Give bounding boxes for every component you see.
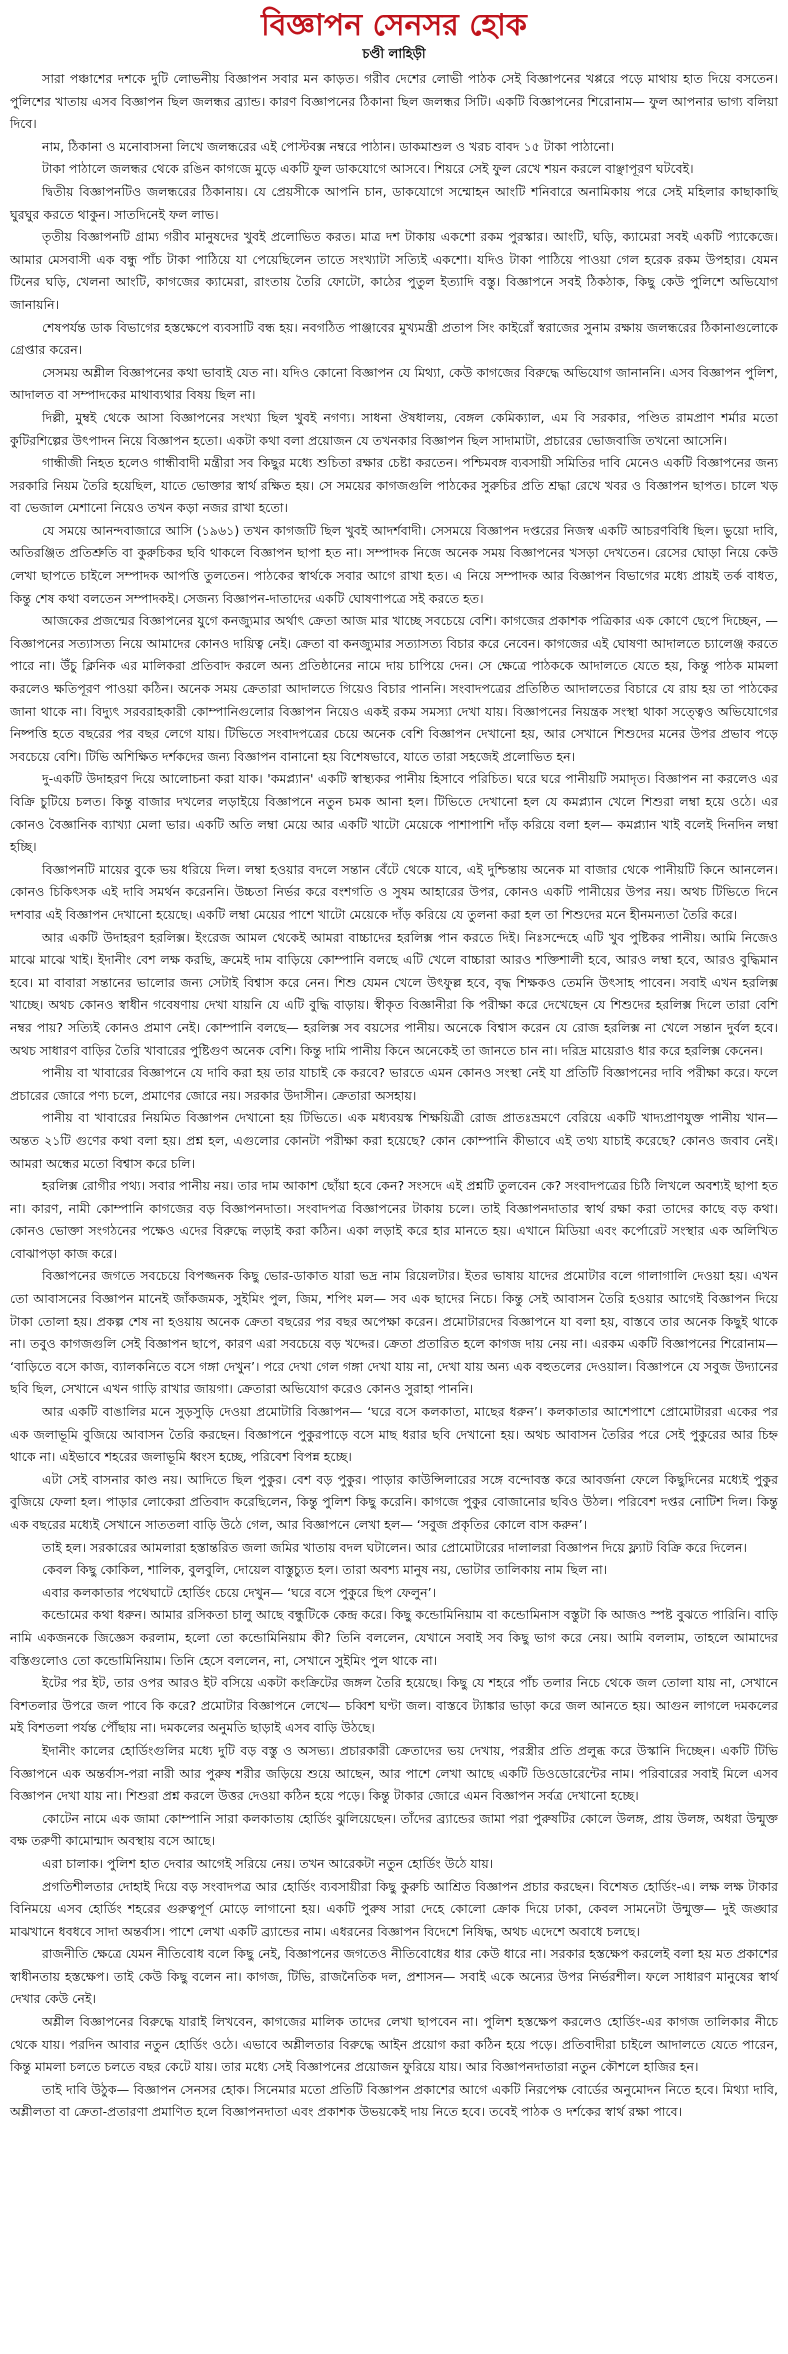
article-paragraph: রাজনীতি ক্ষেত্রে যেমন নীতিবোধ বলে কিছু নেই, বিজ্ঞাপনের জগতেও নীতিবোধের ধার কেউ ধারে না। সরকার হস্তক্ষেপ করলেই বলা হয় মত প্রকাশের স্বাধীনতায় হস্তক্ষেপ। তাই কেউ কিছু বলেন না। কাগজ, টিভি, রাজনৈতিক দল, প্রশাসন— সবাই একে অন্যের উপর নির্ভরশীল। ফলে সাধারণ মানুষের স্বার্থ দেখার কেউ নেই। (10, 1946, 778, 2007)
article-paragraph: আর একটি বাঙালির মনে সুড়সুড়ি দেওয়া প্রমোটারি বিজ্ঞাপন— ‘ঘরে বসে কলকাতা, মাছের ধরুন’। কলকাতার আশেপাশে প্রোমোটাররা একের পর এক জলাভূমি বুজিয়ে আবাসন তৈরি করছেন। বিজ্ঞাপনে পুকুরপাড়ে বসে মাছ ধরার ছবি দেখানো হয়। অথচ আবাসন তৈরির পরে সেই পুকুরের আর চিহ্ন থাকে না। এইভাবে শহরের জলাভূমি ধ্বংস হচ্ছে, পরিবেশ বিপন্ন হচ্ছে। (10, 1404, 778, 1465)
article-paragraph: শেষপর্যন্ত ডাক বিভাগের হস্তক্ষেপে ব্যবসাটি বন্ধ হয়। নবগঠিত পাঞ্জাবের মুখ্যমন্ত্রী প্রতাপ সিং কাইরোঁ স্বরাজের সুনাম রক্ষায় জলন্ধরের ঠিকানাগুলোকে গ্রেপ্তার করেন। (10, 319, 778, 358)
article-paragraph: ইদানীং কালের হোর্ডিংগুলির মধ্যে দুটি বড় বস্তু ও অসভ্য। প্রচারকারী ক্রেতাদের ভয় দেখায়, পরস্ত্রীর প্রতি প্রলুব্ধ করে উস্কানি দিচ্ছেন। একটি টিভি বিজ্ঞাপনে এক অন্তর্বাস-পরা নারী আর পুরুষ শরীর জড়িয়ে শুয়ে আছেন, আর পাশে লেখা আছে একটি ডিওডোরেন্টের নাম। পরিবারের সবাই মিলে এসব বিজ্ঞাপন দেখা যায় না। শিশুরা প্রশ্ন করলে উত্তর দেওয়া কঠিন হয়ে পড়ে। কিন্তু টাকার জোরে এমন বিজ্ঞাপন সর্বত্র দেখানো হচ্ছে। (10, 1742, 778, 1804)
article-paragraph: দিল্লী, মুম্বই থেকে আসা বিজ্ঞাপনের সংখ্যা ছিল খুবই নগণ্য। সাধনা ঔষধালয়, বেঙ্গল কেমিক্যাল, এম বি সরকার, পণ্ডিত রামপ্রাণ শর্মার মতো কুটিরশিল্পের উৎপাদন নিয়ে বিজ্ঞাপন হতো। একটা কথা বলা প্রয়োজন যে তখনকার বিজ্ঞাপন ছিল সাদামাটা, প্রচারের ভোজবাজি তখনো আসেনি। (10, 409, 778, 448)
article-paragraph: অশ্লীল বিজ্ঞাপনের বিরুদ্ধে যারাই লিখবেন, কাগজের মালিক তাদের লেখা ছাপবেন না। পুলিশ হস্তক্ষেপ করলেও হোর্ডিং-এর কাগজ তালিকার নীচে থেকে যায়। পরদিন আবার নতুন হোর্ডিং ওঠে। এভাবে অশ্লীলতার বিরুদ্ধে আইন প্রয়োগ করা কঠিন হয়ে পড়ে। প্রতিবাদীরা চাইলে আদালতে যেতে পারেন, কিন্তু মামলা চলতে চলতে বছর কেটে যায়। তার মধ্যে সেই বিজ্ঞাপনের প্রয়োজন ফুরিয়ে যায়। আর বিজ্ঞাপনদাতারা নতুন কৌশলে হাজির হন। (10, 2014, 778, 2075)
article-paragraph: সেসময় অশ্লীল বিজ্ঞাপনের কথা ভাবাই যেত না। যদিও কোনো বিজ্ঞাপন যে মিথ্যা, কেউ কাগজের বিরুদ্ধে অভিযোগ জানাননি। এসব বিজ্ঞাপন পুলিশ, আদালত বা সম্পাদকের মাথাব্যথার বিষয় ছিল না। (10, 364, 778, 403)
article-paragraph: টাকা পাঠালে জলন্ধর থেকে রঙিন কাগজে মুড়ে একটি ফুল ডাকযোগে আসবে। শিয়রে সেই ফুল রেখে শয়ন করলে বাঞ্ছাপূরণ ঘটবেই। (42, 161, 694, 177)
article-paragraph: প্রগতিশীলতার দোহাই দিয়ে বড় সংবাদপত্র আর হোর্ডিং ব্যবসায়ীরা কিছু কুরুচি আশ্রিত বিজ্ঞাপন প্রচার করছেন। বিশেষত হোর্ডিং-এ। লক্ষ লক্ষ টাকার বিনিময়ে এসব হোর্ডিং শহরের গুরুত্বপূর্ণ মোড়ে লাগানো হয়। একটি পুরুষ সারা দেহে কোলো ক্রোক দিয়ে ঢাকা, কেবল সামনেটা উন্মুক্ত— দুই জঙ্ঘার মাঝখানে ধবধবে সাদা অন্তর্বাস। পাশে লেখা একটি ব্র্যান্ডের নাম। এধরনের বিজ্ঞাপন বিদেশে নিষিদ্ধ, অথচ এদেশে অবাধে চলছে। (10, 1878, 778, 1939)
article-paragraph: এটা সেই বাসনার কাণ্ড নয়। আদিতে ছিল পুকুর। বেশ বড় পুকুর। পাড়ার কাউন্সিলারের সঙ্গে বন্দোবস্ত করে আবর্জনা ফেলে কিছুদিনের মধ্যেই পুকুর বুজিয়ে ফেলা হল। পাড়ার লোকেরা প্রতিবাদ করেছিলেন, কিন্তু পুলিশ কিছু করেনি। কাগজে পুকুর বোজানোর ছবিও উঠল। পরিবেশ দপ্তর নোটিশ দিল। কিন্তু এক বছরের মধ্যেই সেখানে সাততলা বাড়ি উঠে গেল, আর বিজ্ঞাপনে লেখা হল— ‘সবুজ প্রকৃতির কোলে বাস করুন’। (10, 1471, 778, 1532)
article-paragraph: দ্বিতীয় বিজ্ঞাপনটিও জলন্ধরের ঠিকানায়। যে প্রেয়সীকে আপনি চান, ডাকযোগে সম্মোহন আংটি শনিবারে অনামিকায় পরে সেই মহিলার কাছাকাছি ঘুরঘুর করতে থাকুন। সাতদিনেই ফল লাভ। (10, 183, 778, 222)
article-title: বিজ্ঞাপন সেনসর হোক (261, 8, 527, 43)
article-paragraph: নাম, ঠিকানা ও মনোবাসনা লিখে জলন্ধরের এই পোস্টবক্স নম্বরে পাঠান। ডাকমাশুল ও খরচ বাবদ ১৫ টাকা পাঠানো। (42, 138, 615, 154)
article-paragraph: আজকের প্রজন্মের বিজ্ঞাপনের যুগে কনজ্যুমার অর্থাৎ ক্রেতা আজ মার খাচ্ছে সবচেয়ে বেশি। কাগজের প্রকাশক পত্রিকার এক কোণে ছেপে দিচ্ছেন, — বিজ্ঞাপনের সত্যাসত্য নিয়ে আমাদের কোনও দায়িত্ব নেই। ক্রেতা বা কনজ্যুমার সত্যাসত্য বিচার করে নেবেন। কাগজের এই ঘোষণা আদালতে চ্যালেঞ্জ করতে পারে না। উঁচু ক্লিনিক এর মালিকরা প্রতিবাদ করলে অন্য প্রতিষ্ঠানের নামে দায় চাপিয়ে দেন। সে ক্ষেত্রে পাঠককে আদালতে যেতে হয়, কিন্তু পাঠক মামলা করলেও ক্ষতিপূরণ পাওয়া কঠিন। অনেক সময় ক্রেতারা আদালতে গিয়েও বিচার পাননি। সংবাদপত্রের প্রতিষ্ঠিত আদালতের বিচারে যে রায় হয় তা পাঠকের জানা থাকে না। বিদ্যুৎ সরবরাহকারী কোম্পানিগুলোর বিজ্ঞাপন নিয়েও একই রকম সমস্যা দেখা যায়। বিজ্ঞাপনের নিয়ন্ত্রক সংস্থা থাকা সত্ত্বেও অভিযোগের নিষ্পত্তি হতে বছরের পর বছর লেগে যায়। টিভিতে সংবাদপত্রের চেয়ে অনেক বেশি বিজ্ঞাপন দেখানো হয়, আর সেখানে শিশুদের মনের উপর প্রভাব পড়ে সবচেয়ে বেশি। টিভি অশিক্ষিত দর্শকদের জন্য বিজ্ঞাপন বানানো হয় বিশেষভাবে, যাতে তারা সহজেই প্রলোভিত হন। (10, 613, 778, 764)
article-paragraph: কোটেন নামে এক জামা কোম্পানি সারা কলকাতায় হোর্ডিং ঝুলিয়েছেন। তাঁদের ব্র্যান্ডের জামা পরা পুরুষটির কোলে উলঙ্গ, প্রায় উলঙ্গ, অধরা উন্মুক্ত বক্ষ তরুণী কামোন্মাদ অবস্থায় বসে আছে। (10, 1810, 778, 1849)
article-body (10, 68, 778, 2124)
article-paragraph: বিজ্ঞাপনটি মায়ের বুকে ভয় ধরিয়ে দিল। লম্বা হওয়ার বদলে সন্তান বেঁটে থেকে যাবে, এই দুশ্চিন্তায় অনেক মা বাজার থেকে পানীয়টি কিনে আনলেন। কোনও চিকিৎসক এই দাবি সমর্থন করেননি। উচ্চতা নির্ভর করে বংশগতি ও সুষম আহারের উপর, কোনও একটি পানীয়ের উপর নয়। অথচ টিভিতে দিনে দশবার এই বিজ্ঞাপন দেখানো হয়েছে। একটি লম্বা মেয়ের পাশে খাটো মেয়েকে দাঁড় করিয়ে যে তুলনা করা হল তা শিশুদের মনে হীনমন্যতা তৈরি করে। (10, 861, 778, 922)
article-paragraph: পানীয় বা খাবারের নিয়মিত বিজ্ঞাপন দেখানো হয় টিভিতে। এক মধ্যবয়স্ক শিক্ষয়িত্রী রোজ প্রাতঃভ্রমণে বেরিয়ে একটি খাদ্যপ্রাণযুক্ত পানীয় খান— অন্তত ২১টি গুণের কথা বলা হয়। প্রশ্ন হল, এগুলোর কোনটা পরীক্ষা করা হয়েছে? কোন কোম্পানি কীভাবে এই তথ্য যাচাই করেছে? কোনও জবাব নেই। আমরা অন্ধের মতো বিশ্বাস করে চলি। (10, 1110, 778, 1171)
article-paragraph: তাই হল। সরকারের আমলারা হস্তান্তরিত জলা জমির খাতায় বদল ঘটালেন। আর প্রোমোটারের দালালরা বিজ্ঞাপন দিয়ে ফ্ল্যাট বিক্রি করে দিলেন। (42, 1539, 747, 1555)
article-paragraph: বিজ্ঞাপনের জগতে সবচেয়ে বিপজ্জনক কিছু ভোর-ডাকাত যারা ভদ্র নাম রিয়েলটার। ইতর ভাষায় যাদের প্রমোটার বলে গালাগালি দেওয়া হয়। এখন তো আবাসনের বিজ্ঞাপন মানেই জাঁকজমক, সুইমিং পুল, জিম, শপিং মল— সব এক ছাদের নিচে। কিন্তু সেই আবাসন তৈরি হওয়ার আগেই বিজ্ঞাপন দিয়ে টাকা তোলা হয়। প্রকল্প শেষ না হওয়ায় অনেক ক্রেতা বছরের পর বছর অপেক্ষা করেন। প্রমোটারদের বিজ্ঞাপনে যা বলা হয়, বাস্তবে তার অনেক কিছুই থাকে না। তবুও কাগজগুলি সেই বিজ্ঞাপন ছাপে, কারণ এরা সবচেয়ে বড় খদ্দের। ক্রেতা প্রতারিত হলে কাগজ দায় নেয় না। এরকম একটি বিজ্ঞাপনের শিরোনাম— ‘বাড়িতে বসে কাজ, ব্যালকনিতে বসে গঙ্গা দেখুন’। পরে দেখা গেল গঙ্গা দেখা যায় না, দেখা যায় অন্য এক বহুতলের দেওয়াল। বিজ্ঞাপনে যে সবুজ উদ্যানের ছবি ছিল, সেখানে এখন গাড়ি রাখার জায়গা। ক্রেতারা অভিযোগ করেও কোনও সুরাহা পাননি। (10, 1268, 778, 1397)
article-paragraph: ইটের পর ইট, তার ওপর আরও ইট বসিয়ে একটা কংক্রিটের জঙ্গল তৈরি হয়েছে। কিছু যে শহরে পাঁচ তলার নিচে থেকে জল তোলা যায় না, সেখানে বিশতলার উপরে জল পাবে কি করে? প্রমোটার বিজ্ঞাপনে লেখে— চব্বিশ ঘণ্টা জল। বাস্তবে ট্যাঙ্কার ভাড়া করে জল আনতে হয়। আগুন লাগলে দমকলের মই বিশতলা পর্যন্ত পৌঁছায় না। দমকলের অনুমতি ছাড়াই এসব বাড়ি উঠছে। (10, 1675, 778, 1736)
article-paragraph: কন্ডোমের কথা ধরুন। আমার রসিকতা চালু আছে বন্ধুটিকে কেন্দ্র করে। কিছু কন্ডোমিনিয়াম বা কন্ডোমিনাস বস্তুটা কি আজও স্পষ্ট বুঝতে পারিনি। বাড়ি নামি একজনকে জিজ্ঞেস করলাম, হলো তো কন্ডোমিনিয়াম কী? তিনি বললেন, যেখানে সবাই সব কিছু ভাগ করে নেয়। আমি বললাম, তাহলে আমাদের বস্তিগুলোও তো কন্ডোমিনিয়াম। তিনি হেসে বললেন, না, সেখানে সুইমিং পুল থাকে না। (10, 1607, 778, 1668)
author-byline: চণ্ডী লাহিড়ী (362, 47, 426, 62)
article-paragraph: তাই দাবি উঠুক— বিজ্ঞাপন সেনসর হোক। সিনেমার মতো প্রতিটি বিজ্ঞাপন প্রকাশের আগে একটি নিরপেক্ষ বোর্ডের অনুমোদন নিতে হবে। মিথ্যা দাবি, অশ্লীলতা বা ক্রেতা-প্রতারণা প্রমাণিত হলে বিজ্ঞাপনদাতা এবং প্রকাশক উভয়কেই দায় নিতে হবে। তবেই পাঠক ও দর্শকের স্বার্থ রক্ষা পাবে। (10, 2081, 778, 2120)
article-paragraph: পানীয় বা খাবারের বিজ্ঞাপনে যে দাবি করা হয় তার যাচাই কে করবে? ভারতে এমন কোনও সংস্থা নেই যা প্রতিটি বিজ্ঞাপনের দাবি পরীক্ষা করে। ফলে প্রচারের জোরে পণ্য চলে, প্রমাণের জোরে নয়। সরকার উদাসীন। ক্রেতারা অসহায়। (10, 1065, 778, 1103)
article-paragraph: এবার কলকাতার পথেঘাটে হোর্ডিং চেয়ে দেখুন— ‘ঘরে বসে পুকুরে ছিপ ফেলুন’। (42, 1584, 437, 1600)
article-paragraph: তৃতীয় বিজ্ঞাপনটি গ্রাম্য গরীব মানুষদের খুবই প্রলোভিত করত। মাত্র দশ টাকায় একশো রকম পুরস্কার। আংটি, ঘড়ি, ক্যামেরা সবই একটি প্যাকেজে। আমার মেসবাসী এক বন্ধু পাঁচ টাকা পাঠিয়ে যা পেয়েছিলেন তাতে সংখ্যাটা সত্যিই একশো। যদিও টাকা পাঠিয়ে পাওয়া গেল হরেক রকম উপহার। যেমন টিনের ঘড়ি, খেলনা আংটি, কাগজের ক্যামেরা, রাংতায় তৈরি ফোটো, কাঠের পুতুল ইত্যাদি বস্তু। বিজ্ঞাপনে সবই ঠিকঠাক, কিছু কেউ পুলিশে অভিযোগ জানায়নি। (10, 229, 778, 312)
article-paragraph: গান্ধীজী নিহত হলেও গান্ধীবাদী মন্ত্রীরা সব কিছুর মধ্যে শুচিতা রক্ষার চেষ্টা করতেন। পশ্চিমবঙ্গ ব্যবসায়ী সমিতির দাবি মেনেও একটি বিজ্ঞাপনের জন্য সরকারি নিয়ম তৈরি হয়েছিল, যাতে ভোক্তার স্বার্থ রক্ষিত হয়। সে সময়ের কাগজগুলি পাঠকের সুরুচির প্রতি শ্রদ্ধা রেখে খবর ও বিজ্ঞাপন ছাপত। চালে খড় বা ভেজাল মেশানো নিয়েও তখন কড়া নজর রাখা হতো। (10, 455, 778, 516)
article-paragraph: যে সময়ে আনন্দবাজারে আসি (১৯৬১) তখন কাগজটি ছিল খুবই আদর্শবাদী। সেসময়ে বিজ্ঞাপন দপ্তরের নিজস্ব একটি আচরণবিধি ছিল। ভুয়ো দাবি, অতিরঞ্জিত প্রতিশ্রুতি বা কুরুচিকর ছবি থাকলে বিজ্ঞাপন ছাপা হত না। সম্পাদক নিজে অনেক সময় বিজ্ঞাপনের খসড়া দেখতেন। রেসের ঘোড়া নিয়ে কেউ লেখা ছাপতে চাইলে সম্পাদক আপত্তি তুলতেন। পাঠকের স্বার্থকে সবার আগে রাখা হত। এ নিয়ে সম্পাদক আর বিজ্ঞাপন বিভাগের মধ্যে প্রায়ই তর্ক বাধত, কিন্তু শেষ কথা বলতেন সম্পাদকই। সেজন্য বিজ্ঞাপন-দাতাদের একটি ঘোষণাপত্রে সই করতে হত। (10, 522, 778, 606)
article-paragraph: কেবল কিছু কোকিল, শালিক, বুলবুলি, দোয়েল বাস্তুচ্যুত হল। তারা অবশ্য মানুষ নয়, ভোটার তালিকায় নাম ছিল না। (42, 1562, 608, 1578)
article-paragraph: এরা চালাক। পুলিশ হাত দেবার আগেই সরিয়ে নেয়। তখন আরেকটা নতুন হোর্ডিং উঠে যায়। (42, 1855, 494, 1871)
article-paragraph: সারা পঞ্চাশের দশকে দুটি লোভনীয় বিজ্ঞাপন সবার মন কাড়ত। গরীব দেশের লোভী পাঠক সেই বিজ্ঞাপনের খপ্পরে পড়ে মাথায় হাত দিয়ে বসতেন। পুলিশের খাতায় এসব বিজ্ঞাপন ছিল জলন্ধর ব্র্যান্ড। কারণ বিজ্ঞাপনের ঠিকানা ছিল জলন্ধর সিটি। একটি বিজ্ঞাপনের শিরোনাম— ফুল আপনার ভাগ্য বলিয়া দিবে। (10, 71, 778, 132)
article-paragraph: হরলিক্স রোগীর পথ্য। সবার পানীয় নয়। তার দাম আকাশ ছোঁয়া হবে কেন? সংসদে এই প্রশ্নটি তুলবেন কে? সংবাদপত্রের চিঠি লিখলে অবশ্যই ছাপা হত না। কারণ, নামী কোম্পানি কাগজের বড় বিজ্ঞাপনদাতা। সংবাদপত্র বিজ্ঞাপনের টাকায় চলে। তাই বিজ্ঞাপনদাতার স্বার্থ রক্ষা করা তাদের কাছে বড় কথা। কোনও ভোক্তা সংগঠনের পক্ষেও এদের বিরুদ্ধে লড়াই করা কঠিন। একা লড়াই করে হার মানতে হয়। এখানে মিডিয়া এবং কর্পোরেট সংস্থার এক অলিখিত বোঝাপড়া কাজ করে। (10, 1178, 778, 1261)
article-paragraph: দু-একটি উদাহরণ দিয়ে আলোচনা করা যাক। 'কমপ্ল্যান' একটি স্বাস্থ্যকর পানীয় হিসাবে পরিচিত। ঘরে ঘরে পানীয়টি সমাদৃত। বিজ্ঞাপন না করলেও এর বিক্রি চুটিয়ে চলত। কিন্তু বাজার দখলের লড়াইয়ে বিজ্ঞাপনে নতুন চমক আনা হল। টিভিতে দেখানো হল যে কমপ্ল্যান খেলে শিশুরা লম্বা হয়ে ওঠে। এর কোনও বৈজ্ঞানিক ব্যাখ্যা মেলা ভার। একটি অতি লম্বা মেয়ে আর একটি খাটো মেয়েকে পাশাপাশি দাঁড় করিয়ে বলা হল— কমপ্ল্যান খাই বলেই দিনদিন লম্বা হচ্ছি। (10, 771, 778, 855)
article-paragraph: আর একটি উদাহরণ হরলিক্স। ইংরেজ আমল থেকেই আমরা বাচ্চাদের হরলিক্স পান করতে দিই। নিঃসন্দেহে এটি খুব পুষ্টিকর পানীয়। আমি নিজেও মাঝে মাঝে খাই। ইদানীং বেশ লক্ষ করছি, ক্রমেই দাম বাড়িয়ে কোম্পানি বলছে এটি খেলে বাচ্চারা আরও শক্তিশালী হবে, আরও লম্বা হবে, আরও বুদ্ধিমান হবে। মা বাবারা সন্তানের ভালোর জন্য সেটাই বিশ্বাস করে নেন। শিশু যেমন খেলে উৎফুল্ল হবে, বৃদ্ধ শিক্ষকও তেমনি উৎসাহ পাবেন। সবাই এখন হরলিক্স খাচ্ছে। অথচ কোনও স্বাধীন গবেষণায় দেখা যায়নি যে এটি বুদ্ধি বাড়ায়। স্বীকৃত বিজ্ঞানীরা কি পরীক্ষা করে দেখেছেন যে শিশুদের হরলিক্স দিলে তারা বেশি নম্বর পায়? সত্যিই কোনও প্রমাণ নেই। কোম্পানি বলছে— হরলিক্স সব বয়সের পানীয়। অনেকে বিশ্বাস করেন যে রোজ হরলিক্স না খেলে সন্তান দুর্বল হবে। অথচ সাধারণ বাড়ির তৈরি খাবারের পুষ্টিগুণ অনেক বেশি। কিন্তু দামি পানীয় কিনে অনেকেই তা জানতে চান না। দরিদ্র মায়েরাও ধার করে হরলিক্স কেনেন। (10, 929, 778, 1058)
